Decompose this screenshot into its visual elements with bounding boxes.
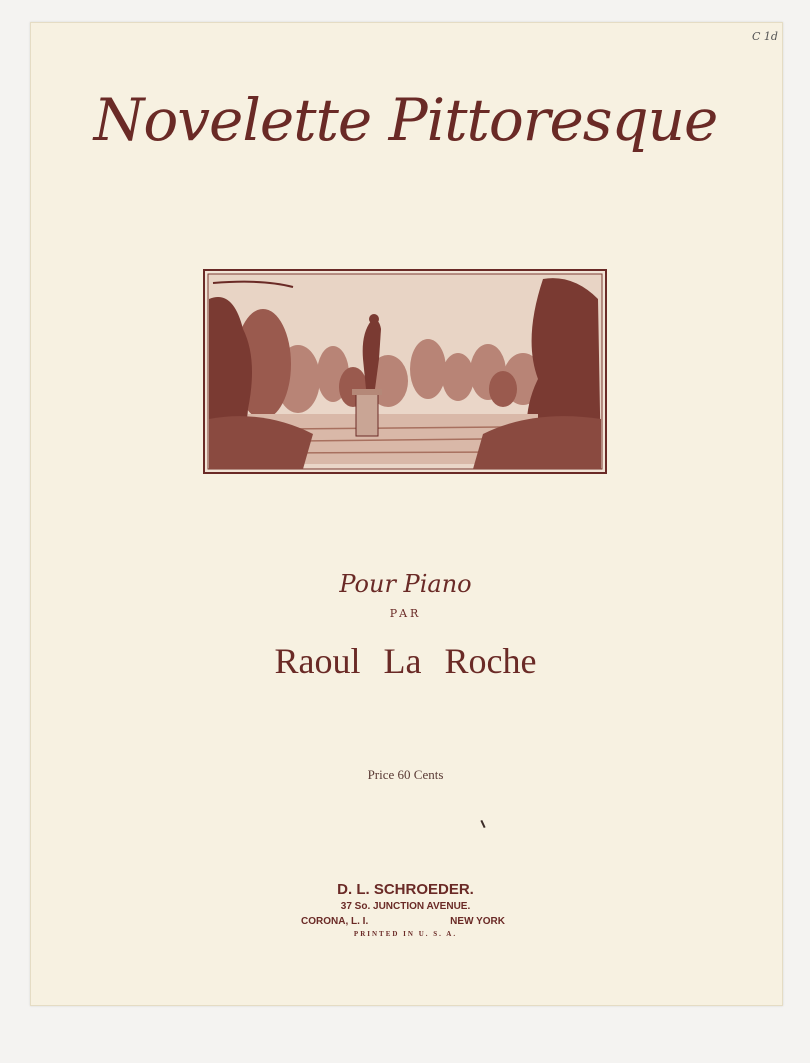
page-title: Novelette Pittoresque [93, 86, 718, 154]
landscape-pond-statue-illustration [203, 269, 607, 474]
pencil-mark: C 1d [752, 30, 778, 43]
price-label: Price 60 Cents [367, 767, 444, 782]
publisher-address: 37 So. JUNCTION AVENUE. [340, 901, 471, 912]
sheet-music-cover [30, 22, 783, 1006]
publisher-city: CORONA, L. I. [301, 916, 369, 927]
instrument-subtitle: Pour Piano [339, 570, 472, 598]
by-word: PAR [389, 607, 422, 620]
composer-name: Raoul La Roche [274, 641, 537, 681]
publisher-state: NEW YORK [450, 916, 505, 927]
publisher-name: D. L. SCHROEDER. [337, 881, 474, 898]
printed-in-usa: PRINTED IN U. S. A. [353, 930, 458, 938]
